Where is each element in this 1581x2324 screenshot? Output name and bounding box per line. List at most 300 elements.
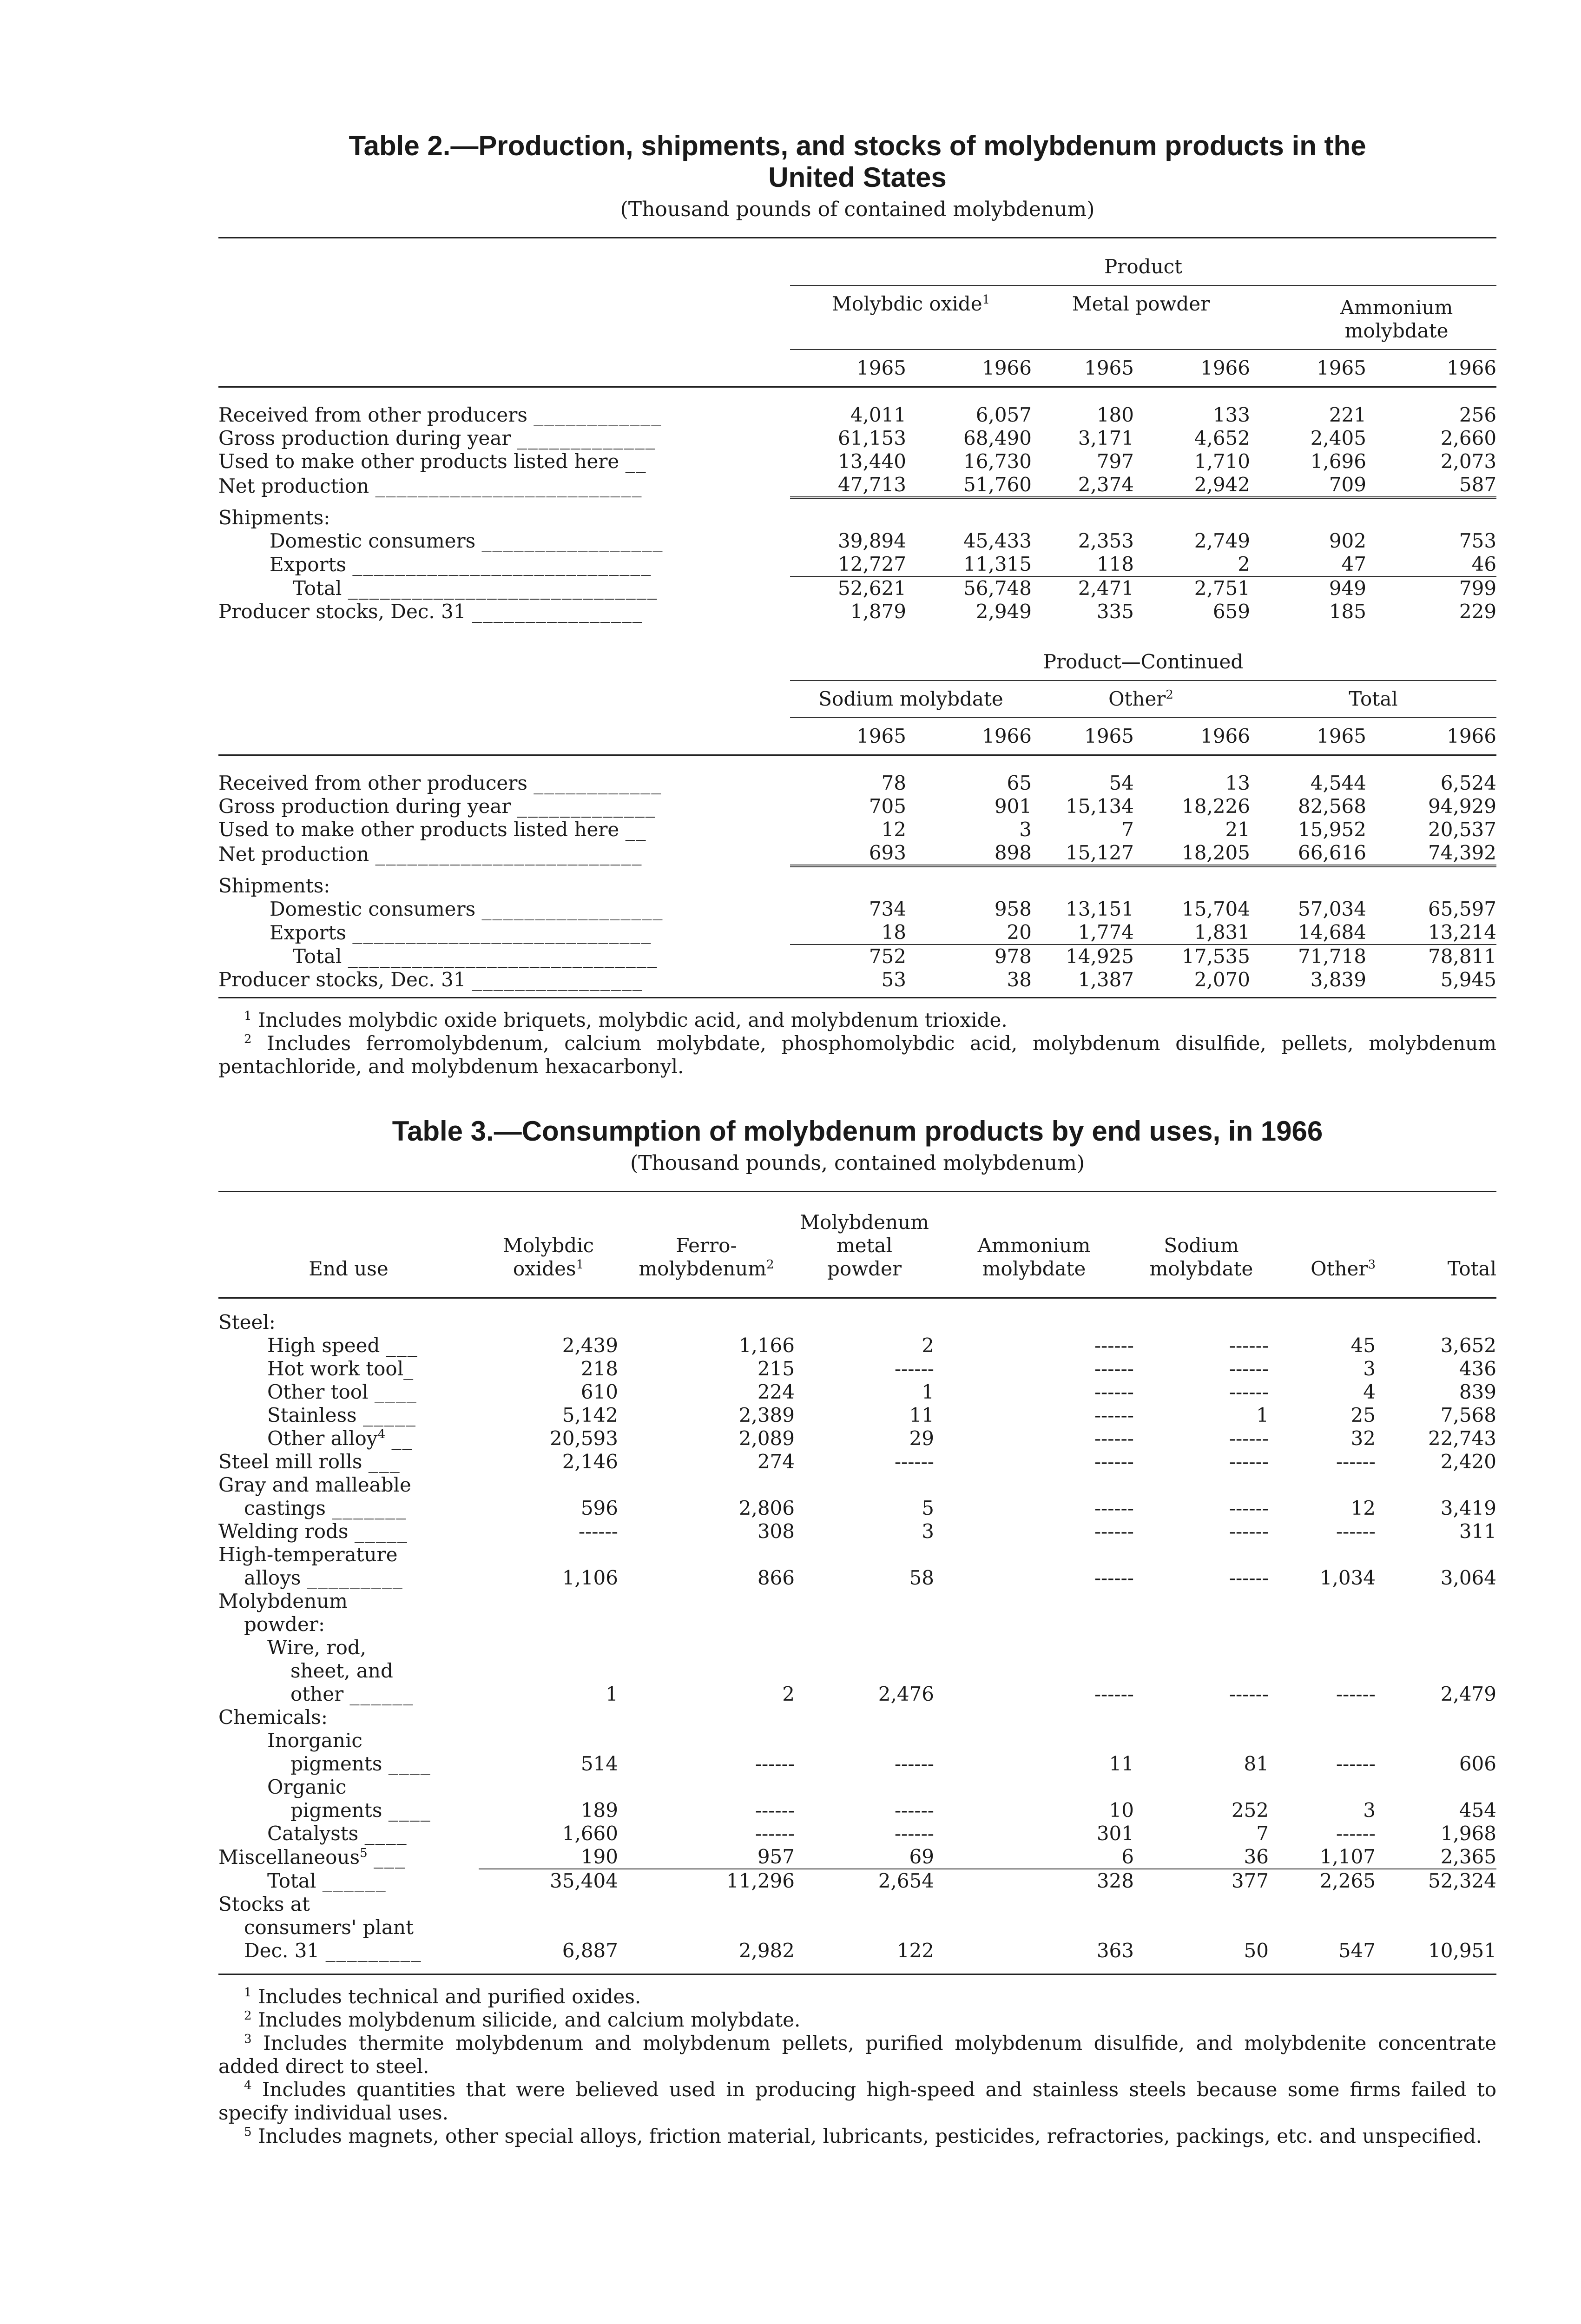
table-cell: 2,982	[738, 1939, 795, 1962]
table-cell: 1,034	[1319, 1566, 1376, 1589]
row-label: Chemicals:	[218, 1706, 328, 1729]
table-row: Exports ____________________________ 18 20 1,774 1,831 14,684 13,214	[270, 921, 1496, 944]
table-cell: 7	[1121, 818, 1134, 841]
col-header-end-use: End use	[309, 1257, 389, 1280]
table-cell: 18,226	[1182, 795, 1250, 818]
table-cell: 797	[1096, 450, 1134, 473]
table-row: Catalysts ____ 1,660 ------ ------ 301 7 ------ 1,968	[267, 1822, 1496, 1845]
table-row: Used to make other products listed here __ 12 3 7 21 15,952 20,537	[218, 818, 1496, 841]
table-cell: 66,616	[1298, 841, 1366, 864]
table-cell: 1,968	[1440, 1822, 1496, 1845]
table-cell: ------	[1094, 1380, 1134, 1403]
table-cell: 4,011	[850, 403, 906, 426]
row-label: pigments	[290, 1752, 382, 1775]
table-cell: 2	[1238, 553, 1250, 575]
table-cell: 46	[1471, 553, 1497, 575]
table-cell: 2,660	[1440, 427, 1497, 449]
table-row: Hot work tool_ 218 215 ------ ------ ------ 3 436	[267, 1357, 1496, 1380]
table2-footnotes	[218, 1009, 1496, 1078]
table-cell: 902	[1329, 529, 1366, 552]
table-cell: 32	[1350, 1427, 1376, 1450]
table-cell: 1,387	[1078, 968, 1134, 991]
table-cell: 2,749	[1194, 529, 1250, 552]
table-cell: 2,073	[1440, 450, 1497, 473]
table-cell: 2,806	[738, 1497, 795, 1519]
table-row	[218, 1916, 1496, 1939]
table-cell: 752	[790, 944, 906, 968]
table-cell: 839	[1459, 1380, 1496, 1403]
table-row: High speed ___ 2,439 1,166 2 ------ ------ 45 3,652	[267, 1334, 1496, 1357]
table-cell: 4	[1363, 1380, 1376, 1403]
table-cell: 901	[994, 795, 1032, 818]
table-cell: 58	[909, 1566, 934, 1589]
row-label: Stocks at	[218, 1893, 310, 1915]
row-label: Other tool	[267, 1380, 369, 1403]
table-cell: 363	[1096, 1939, 1134, 1962]
row-label: Shipments:	[218, 874, 330, 897]
row-label: Net production	[218, 475, 369, 497]
table-cell: ------	[894, 1450, 934, 1473]
table-cell: 185	[1329, 600, 1366, 623]
table-cell: ------	[1094, 1334, 1134, 1357]
table-cell: 454	[1459, 1799, 1496, 1822]
year-header: 1965	[1084, 357, 1134, 379]
row-label: Used to make other products listed here	[218, 818, 619, 841]
row-label: Other alloy	[267, 1427, 378, 1450]
table-cell: 4,544	[1310, 772, 1366, 794]
col-header-total: Total	[1447, 1257, 1496, 1280]
table-cell: 47	[1341, 553, 1366, 575]
row-label: Exports	[270, 553, 347, 576]
table-cell: 2,942	[1194, 473, 1250, 496]
table-row: Producer stocks, Dec. 31 ________________ 1,879 2,949 335 659 185 229	[218, 600, 1497, 623]
table-cell: 2,389	[738, 1404, 795, 1426]
row-label: consumers' plant	[244, 1916, 414, 1939]
table-cell: 51,760	[963, 473, 1032, 496]
table-cell: 2,949	[975, 600, 1032, 623]
table-cell: 3	[1019, 818, 1032, 841]
table-row: pigments ____ 514 ------ ------ 11 81 ------ 606	[290, 1752, 1496, 1775]
table-cell: 78,811	[1366, 944, 1496, 968]
table-cell: 311	[1459, 1520, 1496, 1543]
table-cell: ------	[1094, 1357, 1134, 1380]
row-label: Exports	[270, 921, 347, 944]
row-label: Producer stocks, Dec. 31	[218, 600, 466, 623]
row-label: Net production	[218, 843, 369, 865]
table-cell: 2,146	[562, 1450, 618, 1473]
table-cell: ------	[1094, 1566, 1134, 1589]
table-cell: ------	[1094, 1427, 1134, 1450]
table-cell: 5,142	[562, 1404, 618, 1426]
table-cell: 15,127	[1066, 841, 1134, 864]
table-cell: 7,568	[1440, 1404, 1496, 1426]
year-header: 1966	[1447, 357, 1497, 379]
table-cell: 13,151	[1066, 898, 1134, 920]
table-cell: 753	[1459, 529, 1497, 552]
table-cell: ------	[1336, 1752, 1376, 1775]
table-row: Net production _________________________ 693 898 15,127 18,205 66,616 74,392	[218, 841, 1496, 865]
table-cell: 958	[994, 898, 1032, 920]
footnote: $^1$ Includes molybdic oxide briquets, molybdic acid, and molybdenum trioxide.	[244, 1009, 1008, 1031]
table-cell: 301	[1096, 1822, 1134, 1845]
table2-part2-group-header: Product—Continued	[790, 642, 1496, 680]
col-header-molybdic-oxides: Molybdic oxides$^1$	[502, 1234, 594, 1280]
col-header-ammonium-molybdate: Ammonium molybdate	[1250, 285, 1496, 350]
table-cell: ------	[1094, 1683, 1134, 1705]
table-cell: 3,171	[1078, 427, 1134, 449]
table-row: Stainless _____ 5,142 2,389 11 ------ 1 25 7,568	[267, 1404, 1496, 1426]
table-cell: 133	[1212, 403, 1250, 426]
row-label: alloys	[244, 1566, 301, 1589]
row-label: Producer stocks, Dec. 31	[218, 968, 466, 991]
table-row: castings _______ 596 2,806 5 ------ ------ 12 3,419	[244, 1497, 1496, 1519]
table-cell: 45	[1350, 1334, 1376, 1357]
table-row: pigments ____ 189 ------ ------ 10 252 3 454	[290, 1799, 1496, 1822]
table-row	[218, 1776, 1496, 1799]
table-cell: ------	[1336, 1683, 1376, 1705]
row-label: High-temperature	[218, 1543, 398, 1566]
table-cell: 118	[1096, 553, 1134, 575]
row-label: Gross production during year	[218, 427, 511, 449]
table2-title-line2: United States	[768, 162, 947, 193]
table-cell: 256	[1459, 403, 1497, 426]
table-cell: 1,831	[1194, 921, 1250, 944]
table-cell: 71,718	[1250, 944, 1366, 968]
row-label: Domestic consumers	[270, 529, 476, 552]
table-row: Dec. 31 _________ 6,887 2,982 122 363 50 547 10,951	[218, 1939, 1496, 1974]
table-cell: 52,324	[1376, 1869, 1496, 1893]
table-cell: 11	[909, 1404, 934, 1426]
year-header: 1965	[1317, 357, 1366, 379]
table-cell: 436	[1459, 1357, 1496, 1380]
table-cell: ------	[1336, 1450, 1376, 1473]
table-cell: 10	[1109, 1799, 1134, 1822]
row-label: Steel:	[218, 1311, 276, 1334]
row-label: Total	[267, 1869, 316, 1892]
row-label: Hot work tool	[267, 1357, 404, 1380]
row-label: Catalysts	[267, 1822, 359, 1845]
row-label: Total	[293, 945, 342, 968]
table-cell: 11,315	[963, 553, 1032, 575]
table-row	[218, 1473, 1496, 1497]
table-cell: 229	[1459, 600, 1497, 623]
year-header: 1965	[1084, 725, 1134, 747]
table-cell: 38	[1007, 968, 1032, 991]
col-header-sodium-molybdate: Sodium molybdate	[790, 680, 1032, 718]
table-cell: 50	[1244, 1939, 1269, 1962]
row-label: Stainless	[267, 1404, 357, 1426]
table-cell: ------	[755, 1752, 795, 1775]
table-cell: 35,404	[479, 1869, 618, 1893]
table-cell: ------	[1229, 1357, 1269, 1380]
table-cell: 12,727	[838, 553, 906, 575]
footnote: $^3$ Includes thermite molybdenum and molybdenum pellets, purified molybdenum disulfide, and molybdenite concentrate added direct to steel.	[218, 2032, 1496, 2078]
table-cell: 39,894	[838, 529, 906, 552]
table-cell: 734	[869, 898, 906, 920]
table3-title: Table 3.—Consumption of molybdenum products by end uses, in 1966	[392, 1116, 1323, 1147]
table-cell: ------	[1229, 1520, 1269, 1543]
footnote: $^2$ Includes molybdenum silicide, and calcium molybdate.	[244, 2008, 801, 2031]
footnote: $^1$ Includes technical and purified oxides.	[244, 1985, 641, 2008]
row-label: Gray and malleable	[218, 1473, 411, 1496]
table-row	[218, 498, 1496, 529]
row-label: Molybdenum	[218, 1590, 348, 1612]
table-cell: 799	[1366, 576, 1496, 600]
table-cell: 13,214	[1428, 921, 1496, 944]
table-cell: 56,748	[906, 576, 1032, 600]
table-cell: 866	[757, 1566, 795, 1589]
table-cell: ------	[1229, 1497, 1269, 1519]
table-cell: 65,597	[1428, 898, 1496, 920]
row-label: sheet, and	[290, 1659, 393, 1682]
table-cell: 252	[1231, 1799, 1269, 1822]
table-cell: 20	[1007, 921, 1032, 944]
table-cell: 6	[1121, 1845, 1134, 1868]
table-cell: 3,652	[1440, 1334, 1496, 1357]
table-cell: 693	[869, 841, 906, 864]
row-label: pigments	[290, 1799, 382, 1822]
table-row	[218, 1590, 1496, 1613]
year-header: 1965	[1317, 725, 1366, 747]
table-cell: 709	[1329, 473, 1366, 496]
table-cell: 6,057	[975, 403, 1032, 426]
table-cell: 122	[896, 1939, 934, 1962]
row-label: Received from other producers	[218, 772, 527, 794]
table-cell: 2,353	[1078, 529, 1134, 552]
table-cell: 13	[1225, 772, 1250, 794]
table-cell: 189	[580, 1799, 618, 1822]
table-cell: 1,696	[1310, 450, 1366, 473]
table-row: Gross production during year _____________ 705 901 15,134 18,226 82,568 94,929	[218, 795, 1496, 818]
table-cell: 2,265	[1269, 1869, 1376, 1893]
table-cell: ------	[894, 1822, 934, 1845]
row-label: other	[290, 1683, 344, 1705]
table-cell: 221	[1329, 403, 1366, 426]
table-cell: 1	[1256, 1404, 1269, 1426]
table-cell: 335	[1096, 600, 1134, 623]
table-cell: 15,704	[1182, 898, 1250, 920]
table3-footnotes	[218, 1985, 1496, 2148]
table-cell: 47,713	[838, 473, 906, 496]
col-header-total: Total	[1250, 680, 1496, 718]
col-header-other: Other$^3$	[1311, 1257, 1376, 1280]
table-cell: 13,440	[838, 450, 906, 473]
table-cell: 20,593	[550, 1427, 618, 1450]
year-header: 1966	[1200, 357, 1250, 379]
table-cell: ------	[1229, 1427, 1269, 1450]
table-cell: 2,479	[1440, 1683, 1496, 1705]
table-cell: 21	[1225, 818, 1250, 841]
table-cell: 1,107	[1319, 1845, 1376, 1868]
table-cell: 12	[881, 818, 906, 841]
table-cell: 596	[580, 1497, 618, 1519]
table-row: Producer stocks, Dec. 31 ________________ 53 38 1,387 2,070 3,839 5,945	[218, 968, 1496, 998]
table-row	[218, 1311, 1496, 1334]
year-header: 1965	[856, 725, 906, 747]
row-label: Shipments:	[218, 506, 330, 529]
table-cell: 52,621	[790, 576, 906, 600]
table-cell: 949	[1250, 576, 1366, 600]
table-cell: 94,929	[1428, 795, 1496, 818]
table-cell: ------	[755, 1822, 795, 1845]
table-cell: 15,952	[1298, 818, 1366, 841]
table-cell: ------	[578, 1520, 618, 1543]
table-cell: 14,684	[1298, 921, 1366, 944]
table-row	[218, 1543, 1496, 1566]
table-cell: 610	[580, 1380, 618, 1403]
table3-subtitle: (Thousand pounds, contained molybdenum)	[630, 1151, 1085, 1175]
table-cell: ------	[1094, 1520, 1134, 1543]
table-cell: 2,374	[1078, 473, 1134, 496]
table-cell: ------	[1336, 1520, 1376, 1543]
table-cell: 18	[881, 921, 906, 944]
year-header: 1966	[1447, 725, 1496, 747]
table-cell: 180	[1096, 403, 1134, 426]
table-cell: 2,420	[1440, 1450, 1496, 1473]
table-row: Domestic consumers _________________ 734 958 13,151 15,704 57,034 65,597	[270, 898, 1496, 920]
table-cell: 274	[757, 1450, 795, 1473]
table-cell: ------	[755, 1799, 795, 1822]
year-header: 1966	[982, 725, 1032, 747]
table-cell: 3	[1363, 1357, 1376, 1380]
table-cell: 705	[869, 795, 906, 818]
table-row: Other tool ____ 610 224 1 ------ ------ 4 839	[267, 1380, 1496, 1403]
row-label: Welding rods	[218, 1520, 349, 1543]
table-cell: 2,365	[1440, 1845, 1496, 1868]
table-cell: 29	[909, 1427, 934, 1450]
row-label: Wire, rod,	[267, 1636, 367, 1659]
table2-title	[218, 130, 1496, 193]
table-cell: 587	[1459, 473, 1497, 496]
table-cell: ------	[1229, 1380, 1269, 1403]
table-cell: 10,951	[1428, 1939, 1496, 1962]
table2-subtitle: (Thousand pounds of contained molybdenum)	[620, 198, 1095, 221]
table-row: Miscellaneous$^5$ ___ 190 957 69 6 36 1,107 2,365	[218, 1845, 1496, 1868]
table-cell: 69	[909, 1845, 934, 1868]
row-label: Received from other producers	[218, 403, 527, 426]
table-cell: 54	[1109, 772, 1134, 794]
table-cell: 2	[782, 1683, 795, 1705]
table-cell: 12	[1350, 1497, 1376, 1519]
table-cell: 2,405	[1310, 427, 1366, 449]
table-row: Received from other producers ____________ 78 65 54 13 4,544 6,524	[218, 772, 1496, 794]
row-label: Used to make other products listed here	[218, 450, 619, 473]
row-label: Domestic consumers	[270, 898, 476, 920]
footnote: $^4$ Includes quantities that were believed used in producing high-speed and stainless steels because some firms failed to specify individual uses.	[218, 2078, 1497, 2124]
table-cell: ------	[894, 1357, 934, 1380]
table-cell: 36	[1244, 1845, 1269, 1868]
table-cell: 2,070	[1194, 968, 1250, 991]
row-label: Steel mill rolls	[218, 1450, 362, 1473]
year-header: 1966	[982, 357, 1032, 379]
col-header-ammonium-molybdate: Ammonium molybdate	[977, 1234, 1091, 1280]
table-cell: 57,034	[1298, 898, 1366, 920]
table-cell: 1,879	[850, 600, 906, 623]
table-cell: 898	[994, 841, 1032, 864]
table-cell: 2,439	[562, 1334, 618, 1357]
table-cell: ------	[1094, 1450, 1134, 1473]
table-cell: 3,839	[1310, 968, 1366, 991]
table-cell: 61,153	[838, 427, 906, 449]
table2-part2: Product—Continued Sodium molybdate Other$^2$ Total 1965 1966 1965 1966 1965 1966 Received from other producers ____________ 78 65 54 13 4,544 6,524 Gross production during year _____________ 705 901 15,134 18,226 82,568 94,929 Used to make other products listed here __ 12 3 7 21 15,952 20,537 Net production _________________________ 693 898 15,127 18,205 66,616 74,392 Shipments: Domestic consumers _________________ 734 958 13,151 15,704 57,034 65,597 Exports ____________________________ 18 20 1,774 1,831 14,684 13,214 Total _____________________________ 752 978 14,925 17,535 71,718 78,811 Producer stocks, Dec. 31 ________________ 53 38 1,387 2,070 3,839 5,945	[218, 642, 1496, 998]
table-cell: 17,535	[1134, 944, 1250, 968]
table-cell: 15,134	[1066, 795, 1134, 818]
table-cell: 68,490	[963, 427, 1032, 449]
table-row: Total ______ 35,404 11,296 2,654 328 377 2,265 52,324	[267, 1869, 1496, 1892]
col-header-molybdic-oxide: Molybdic oxide	[831, 292, 982, 315]
row-label: High speed	[267, 1334, 380, 1357]
row-label: Inorganic	[267, 1729, 362, 1752]
table-cell: 22,743	[1428, 1427, 1496, 1450]
year-header: 1965	[856, 357, 906, 379]
table-cell: 190	[580, 1845, 618, 1868]
table-cell: 20,537	[1428, 818, 1496, 841]
col-header-metal-powder: Metal powder	[1032, 285, 1250, 350]
table-row: Gross production during year _____________ 61,153 68,490 3,171 4,652 2,405 2,660	[218, 427, 1497, 449]
table-row: alloys _________ 1,106 866 58 ------ ------ 1,034 3,064	[244, 1566, 1496, 1589]
row-label: castings	[244, 1497, 326, 1519]
table-cell: ------	[1229, 1683, 1269, 1705]
table-row	[218, 866, 1496, 898]
table-cell: 957	[757, 1845, 795, 1868]
table-cell: 659	[1212, 600, 1250, 623]
row-label: Gross production during year	[218, 795, 511, 818]
table-cell: 1,166	[738, 1334, 795, 1357]
table-cell: 1,660	[562, 1822, 618, 1845]
table-cell: 3	[922, 1520, 934, 1543]
table-row	[218, 1636, 1496, 1659]
table-cell: 3,419	[1440, 1497, 1496, 1519]
table-cell: 2,089	[738, 1427, 795, 1450]
col-header-sodium-molybdate: Sodium molybdate	[1149, 1234, 1253, 1280]
table-cell: 5	[922, 1497, 934, 1519]
table-cell: 25	[1350, 1404, 1376, 1426]
table-cell: 74,392	[1428, 841, 1496, 864]
table-cell: ------	[1229, 1450, 1269, 1473]
table-cell: 1,774	[1078, 921, 1134, 944]
table-cell: ------	[894, 1799, 934, 1822]
table-row: Total _____________________________ 52,621 56,748 2,471 2,751 949 799	[293, 577, 1497, 600]
col-header-other: Other	[1108, 687, 1166, 710]
table-row: other ______ 1 2 2,476 ------ ------ ------ 2,479	[290, 1683, 1496, 1705]
table-cell: ------	[894, 1752, 934, 1775]
table-cell: ------	[1094, 1404, 1134, 1426]
table-cell: 6,887	[562, 1939, 618, 1962]
table-cell: ------	[1229, 1566, 1269, 1589]
table-cell: 2,654	[795, 1869, 934, 1893]
table-cell: ------	[1336, 1822, 1376, 1845]
table-cell: 7	[1256, 1822, 1269, 1845]
table-cell: 78	[881, 772, 906, 794]
table-row	[218, 1706, 1496, 1729]
table-cell: 978	[906, 944, 1032, 968]
table-cell: 328	[934, 1869, 1134, 1893]
table-cell: 11,296	[618, 1869, 795, 1893]
table-cell: 1,106	[562, 1566, 618, 1589]
table-cell: 1	[922, 1380, 934, 1403]
table-row: Received from other producers ____________ 4,011 6,057 180 133 221 256	[218, 403, 1497, 426]
table-cell: 2,476	[878, 1683, 934, 1705]
col-header-molybdenum-metal-powder: Molybdenum metal powder	[799, 1211, 929, 1280]
document-page	[218, 130, 1496, 2148]
table-cell: 81	[1244, 1752, 1269, 1775]
table-row: Exports ____________________________ 12,727 11,315 118 2 47 46	[270, 553, 1497, 576]
table-cell: 1	[606, 1683, 618, 1705]
table2-part1: Product Molybdic oxide$^1$ Metal powder Ammonium molybdate 1965 1966 1965 1966 1965 1966 Received from other producers ____________ 4,011 6,057 180 133 221 256 Gross production during year _____________ 61,153 68,490 3,171 4,652 2,405 2,660 Used to make other products listed here __ 13,440 16,730 797 1,710 1,696 2,073 Net production _________________________ 47,713 51,760 2,374 2,942 709 587 Shipments: Domestic consumers _________________ 39,894 45,433 2,353 2,749 902 753 Exports ____________________________ 12,727 11,315 118 2 47 46 Total _____________________________ 52,621 56,748 2,471 2,751 949 799 Producer stocks, Dec. 31 ________________ 1,879 2,949 335 659 185 229	[218, 237, 1496, 623]
table-cell: 45,433	[963, 529, 1032, 552]
table2-title-line1: Table 2.—Production, shipments, and stocks of molybdenum products in the	[349, 130, 1366, 161]
table-cell: 2	[922, 1334, 934, 1357]
